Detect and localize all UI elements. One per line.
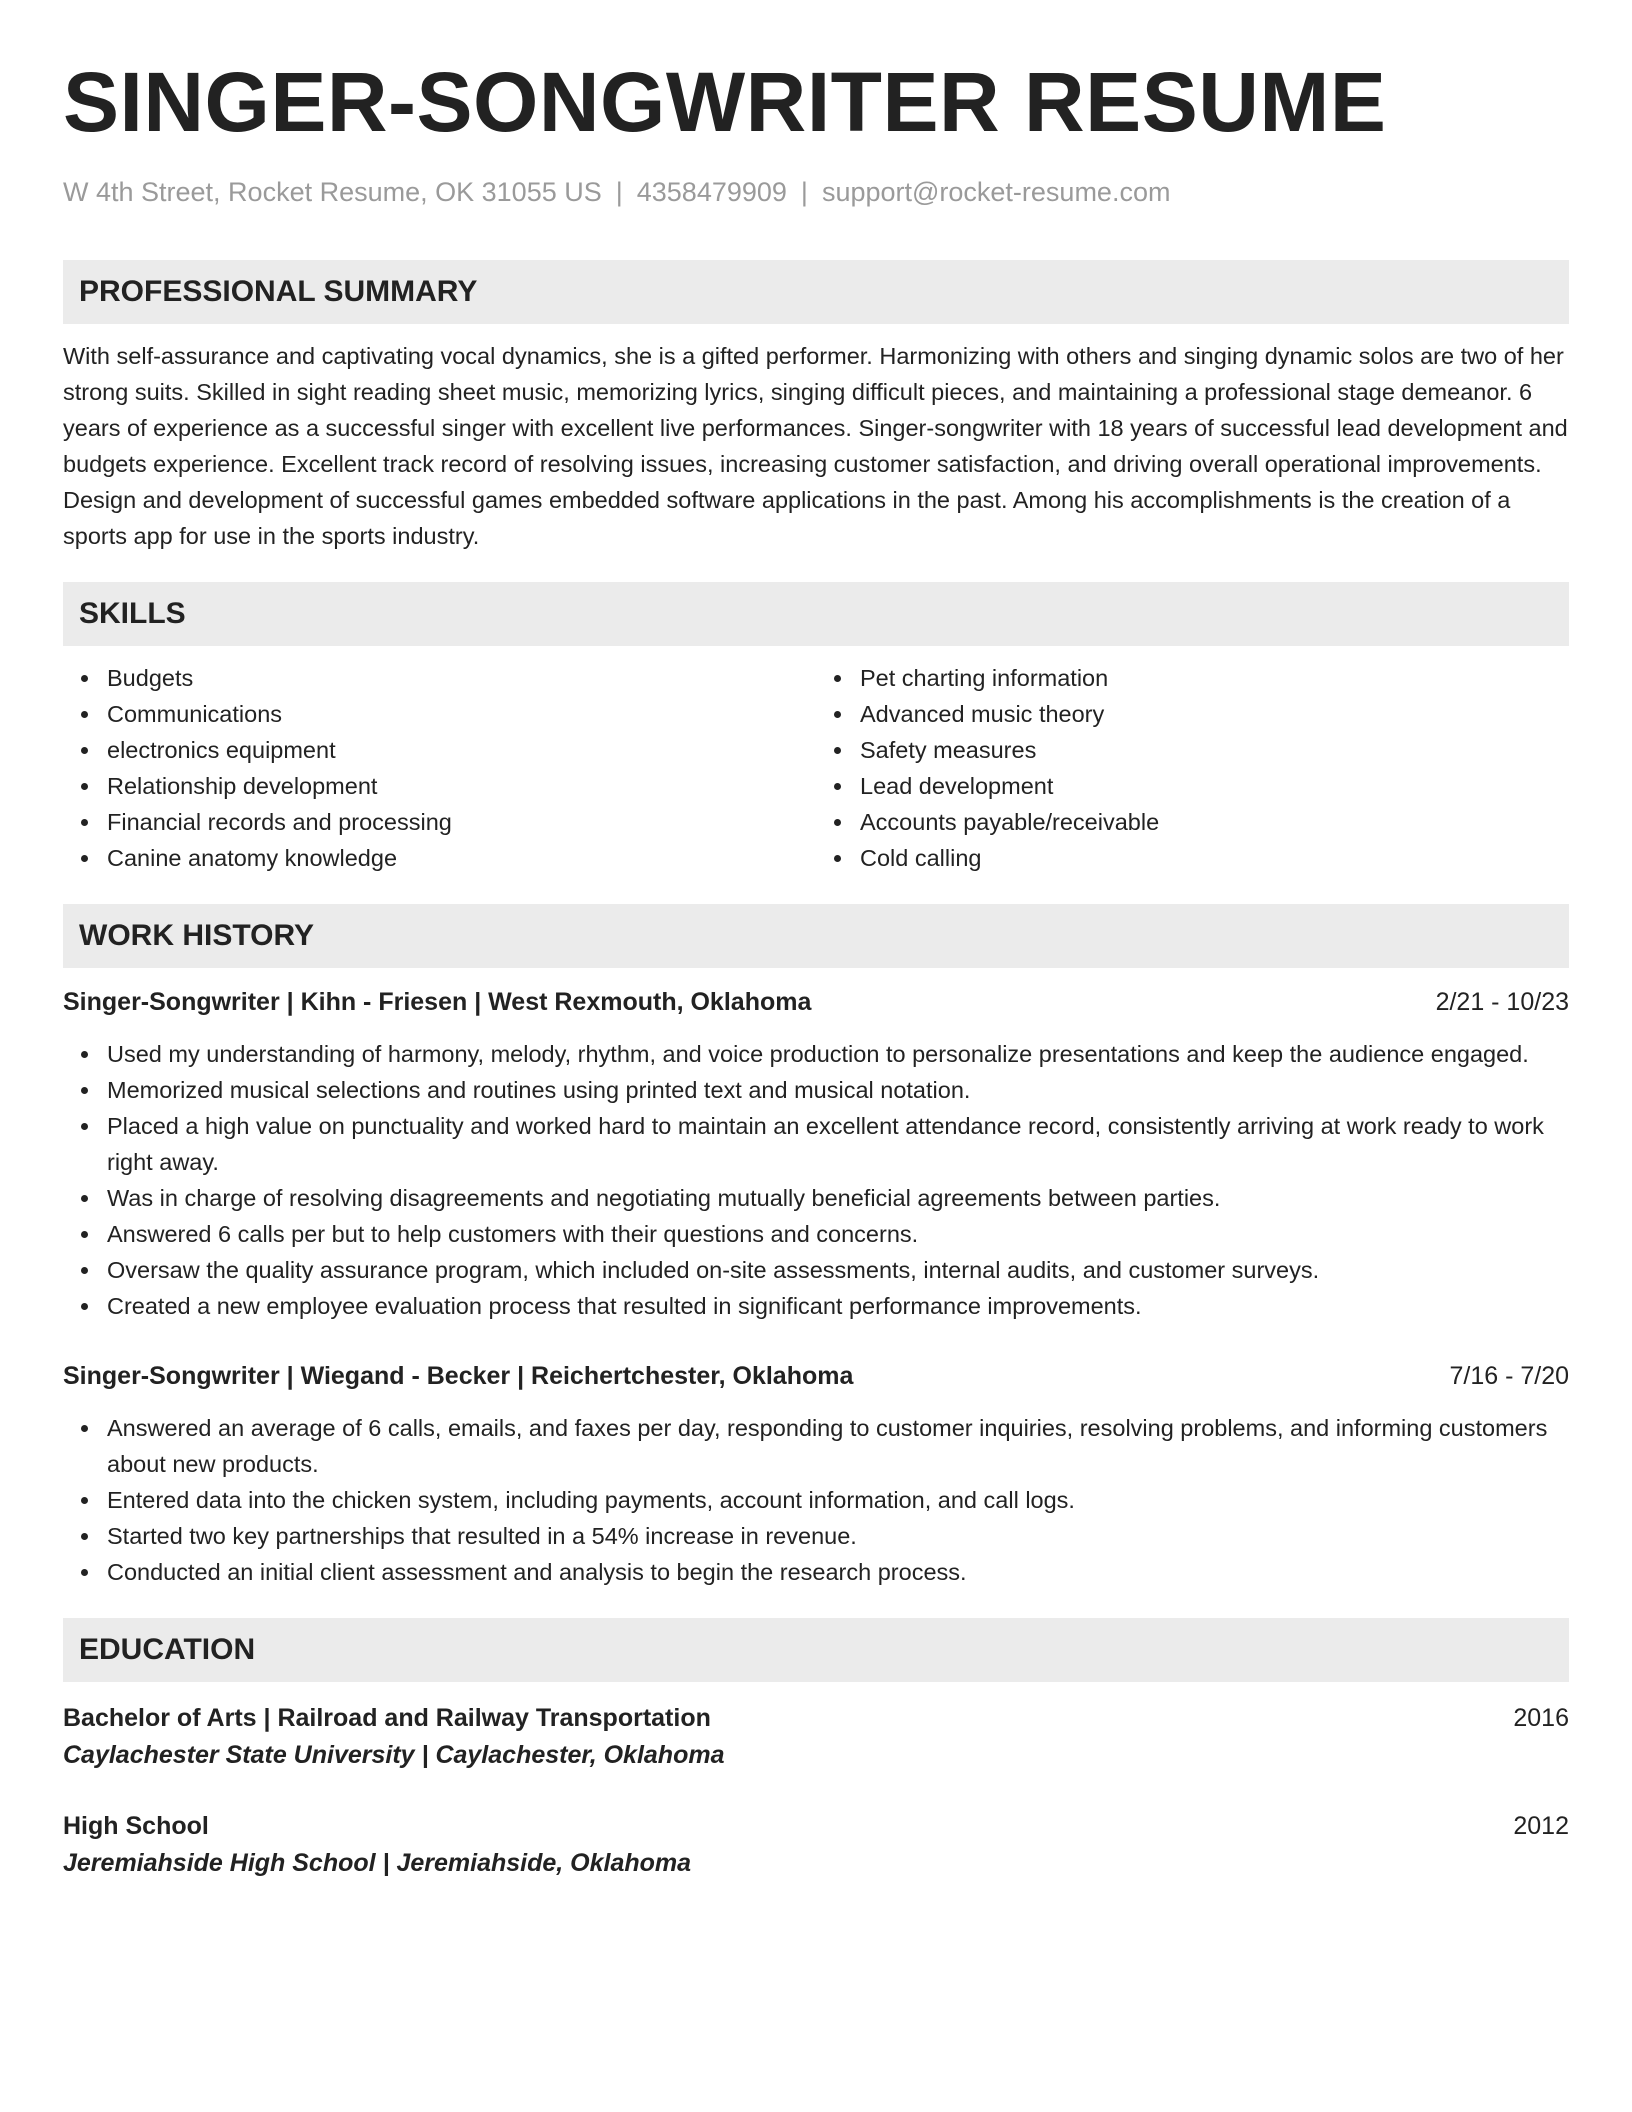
job-bullet: Memorized musical selections and routines using printed text and musical notation. [107, 1072, 1569, 1108]
contact-line [63, 174, 1569, 210]
skill-item: Safety measures [860, 732, 1569, 768]
phone-text: 4358479909 [636, 177, 787, 207]
email-link[interactable]: support@rocket-resume.com [821, 177, 1171, 207]
job-header [63, 1358, 1569, 1394]
skills-column-left [63, 660, 816, 876]
skill-item: Cold calling [860, 840, 1569, 876]
contact-separator: | [800, 177, 808, 207]
summary-text: With self-assurance and captivating vocal dynamics, she is a gifted performer. Harmonizing with others and singing dynamic solos are two of her strong suits. Skilled in sight reading sheet music, memorizing lyrics, singing difficult pieces, and maintaining a professional stage demeanor. 6 years of experience as a successful singer with excellent live performances. Singer-songwriter with 18 years of successful lead development and budgets experience. Excellent track record of resolving issues, increasing customer satisfaction, and driving overall operational improvements. Design and development of successful games embedded software applications in the past. Among his accomplishments is the creation of a sports app for use in the sports industry. [63, 343, 1568, 549]
resume-title: SINGER-SONGWRITER RESUME [63, 55, 1387, 149]
skill-item: Canine anatomy knowledge [107, 840, 816, 876]
skills-list [63, 660, 1569, 876]
education-entry-header [63, 1700, 1569, 1736]
education-school: Jeremiahside High School | Jeremiahside, Oklahoma [63, 1849, 692, 1877]
education-school: Caylachester State University | Caylachester, Oklahoma [63, 1741, 725, 1769]
summary-heading: PROFESSIONAL SUMMARY [63, 260, 1569, 324]
skill-item: Pet charting information [860, 660, 1569, 696]
job-title: Singer-Songwriter | Wiegand - Becker | Reichertchester, Oklahoma [63, 1362, 854, 1390]
skill-item: Accounts payable/receivable [860, 804, 1569, 840]
job-dates: 2/21 - 10/23 [1435, 988, 1569, 1016]
skill-item: Relationship development [107, 768, 816, 804]
education-entry-header [63, 1808, 1569, 1844]
contact-separator: | [615, 177, 623, 207]
job-bullet: Answered an average of 6 calls, emails, and faxes per day, responding to customer inquiries, resolving problems, and informing customers about new products. [107, 1410, 1569, 1482]
skill-item: Budgets [107, 660, 816, 696]
skill-item: electronics equipment [107, 732, 816, 768]
work-history-heading: WORK HISTORY [63, 904, 1569, 968]
skill-item: Communications [107, 696, 816, 732]
education-degree: High School [63, 1812, 209, 1840]
skill-item: Advanced music theory [860, 696, 1569, 732]
job-bullet: Answered 6 calls per but to help customers with their questions and concerns. [107, 1216, 1569, 1252]
skills-column-right [816, 660, 1569, 876]
job-title: Singer-Songwriter | Kihn - Friesen | West Rexmouth, Oklahoma [63, 988, 812, 1016]
job-bullet: Oversaw the quality assurance program, which included on-site assessments, internal audits, and customer surveys. [107, 1252, 1569, 1288]
education-year: 2016 [1513, 1704, 1569, 1732]
job-dates: 7/16 - 7/20 [1449, 1362, 1569, 1390]
skills-heading: SKILLS [63, 582, 1569, 646]
job-bullet: Created a new employee evaluation process that resulted in significant performance improvements. [107, 1288, 1569, 1324]
job-bullets [63, 1036, 1569, 1324]
job-bullet: Used my understanding of harmony, melody, rhythm, and voice production to personalize presentations and keep the audience engaged. [107, 1036, 1569, 1072]
job-bullet: Entered data into the chicken system, including payments, account information, and call logs. [107, 1482, 1569, 1518]
skill-item: Lead development [860, 768, 1569, 804]
education-heading: EDUCATION [63, 1618, 1569, 1682]
address-text: W 4th Street, Rocket Resume, OK 31055 US [63, 177, 602, 207]
education-degree: Bachelor of Arts | Railroad and Railway Transportation [63, 1704, 711, 1732]
skill-item: Financial records and processing [107, 804, 816, 840]
job-header [63, 984, 1569, 1020]
job-bullet: Started two key partnerships that resulted in a 54% increase in revenue. [107, 1518, 1569, 1554]
education-year: 2012 [1513, 1812, 1569, 1840]
job-bullet: Was in charge of resolving disagreements and negotiating mutually beneficial agreements between parties. [107, 1180, 1569, 1216]
job-bullet: Placed a high value on punctuality and worked hard to maintain an excellent attendance record, consistently arriving at work ready to work right away. [107, 1108, 1569, 1180]
job-bullet: Conducted an initial client assessment and analysis to begin the research process. [107, 1554, 1569, 1590]
job-bullets [63, 1410, 1569, 1590]
